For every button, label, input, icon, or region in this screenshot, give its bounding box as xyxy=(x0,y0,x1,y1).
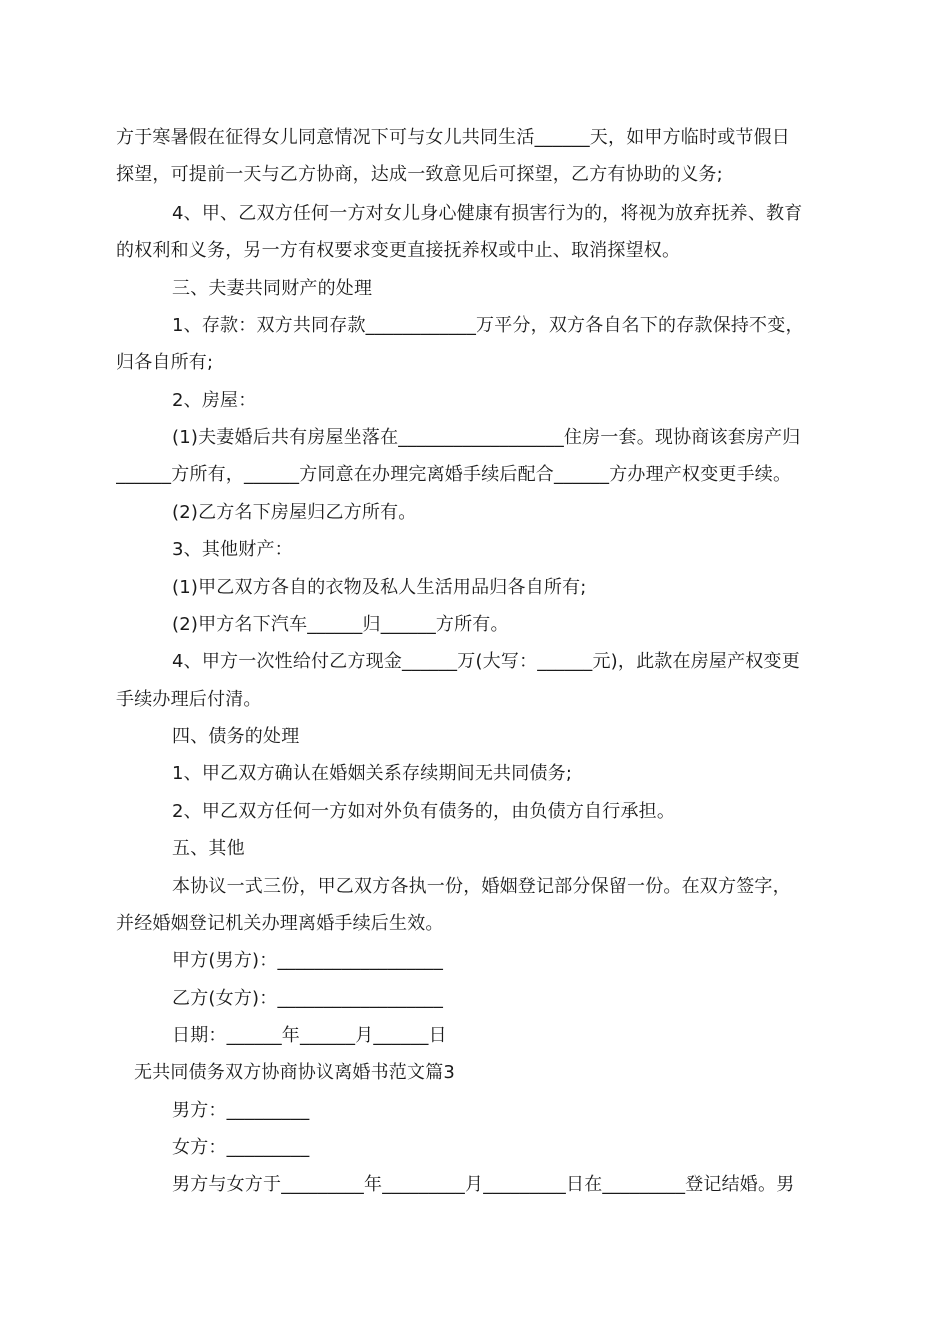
text-line: 并经婚姻登记机关办理离婚手续后生效。 xyxy=(116,913,444,934)
signature-line-party-a: 甲方(男方)：__________________ xyxy=(172,950,444,971)
text-line: ______方所有，______方同意在办理完离婚手续后配合______方办理产权变更手续。 xyxy=(116,464,792,485)
section-heading: 四、债务的处理 xyxy=(172,726,300,747)
text-line: 男方：_________ xyxy=(172,1100,310,1121)
text-line: 4、甲、乙双方任何一方对女儿身心健康有损害行为的，将视为放弃抚养、教育 xyxy=(172,203,803,224)
text-line: 探望，可提前一天与乙方协商，达成一致意见后可探望，乙方有协助的义务; xyxy=(116,164,723,185)
text-line: 归各自所有; xyxy=(116,352,214,373)
article-title: 无共同债务双方协商协议离婚书范文篇3 xyxy=(134,1062,456,1083)
text-line: 手续办理后付清。 xyxy=(116,689,262,710)
text-line: 2、房屋： xyxy=(172,390,257,411)
date-line: 日期：______年______月______日 xyxy=(172,1025,447,1046)
section-heading: 五、其他 xyxy=(172,838,245,859)
text-line: 女方：_________ xyxy=(172,1137,310,1158)
text-line: 2、甲乙双方任何一方如对外负有债务的，由负债方自行承担。 xyxy=(172,801,676,822)
signature-line-party-b: 乙方(女方)：__________________ xyxy=(172,988,444,1009)
text-line: 男方与女方于_________年_________月_________日在_________登记结婚。男 xyxy=(172,1174,795,1195)
text-line: (2)甲方名下汽车______归______方所有。 xyxy=(172,614,509,635)
text-line: 1、甲乙双方确认在婚姻关系存续期间无共同债务; xyxy=(172,763,573,784)
text-line: 4、甲方一次性给付乙方现金______万(大写：______元)，此款在房屋产权变更 xyxy=(172,651,800,672)
text-line: 1、存款：双方共同存款____________万平分，双方各自名下的存款保持不变， xyxy=(172,315,804,336)
text-line: (1)夫妻婚后共有房屋坐落在__________________住房一套。现协商该套房产归 xyxy=(172,427,801,448)
text-line: 方于寒暑假在征得女儿同意情况下可与女儿共同生活______天，如甲方临时或节假日 xyxy=(116,127,790,148)
text-line: 3、其他财产： xyxy=(172,539,293,560)
text-line: 的权利和义务，另一方有权要求变更直接抚养权或中止、取消探望权。 xyxy=(116,240,681,261)
text-line: (1)甲乙双方各自的衣物及私人生活用品归各自所有; xyxy=(172,577,587,598)
text-line: (2)乙方名下房屋归乙方所有。 xyxy=(172,502,417,523)
text-line: 本协议一式三份，甲乙双方各执一份，婚姻登记部分保留一份。在双方签字， xyxy=(172,876,791,897)
section-heading: 三、夫妻共同财产的处理 xyxy=(172,278,373,299)
